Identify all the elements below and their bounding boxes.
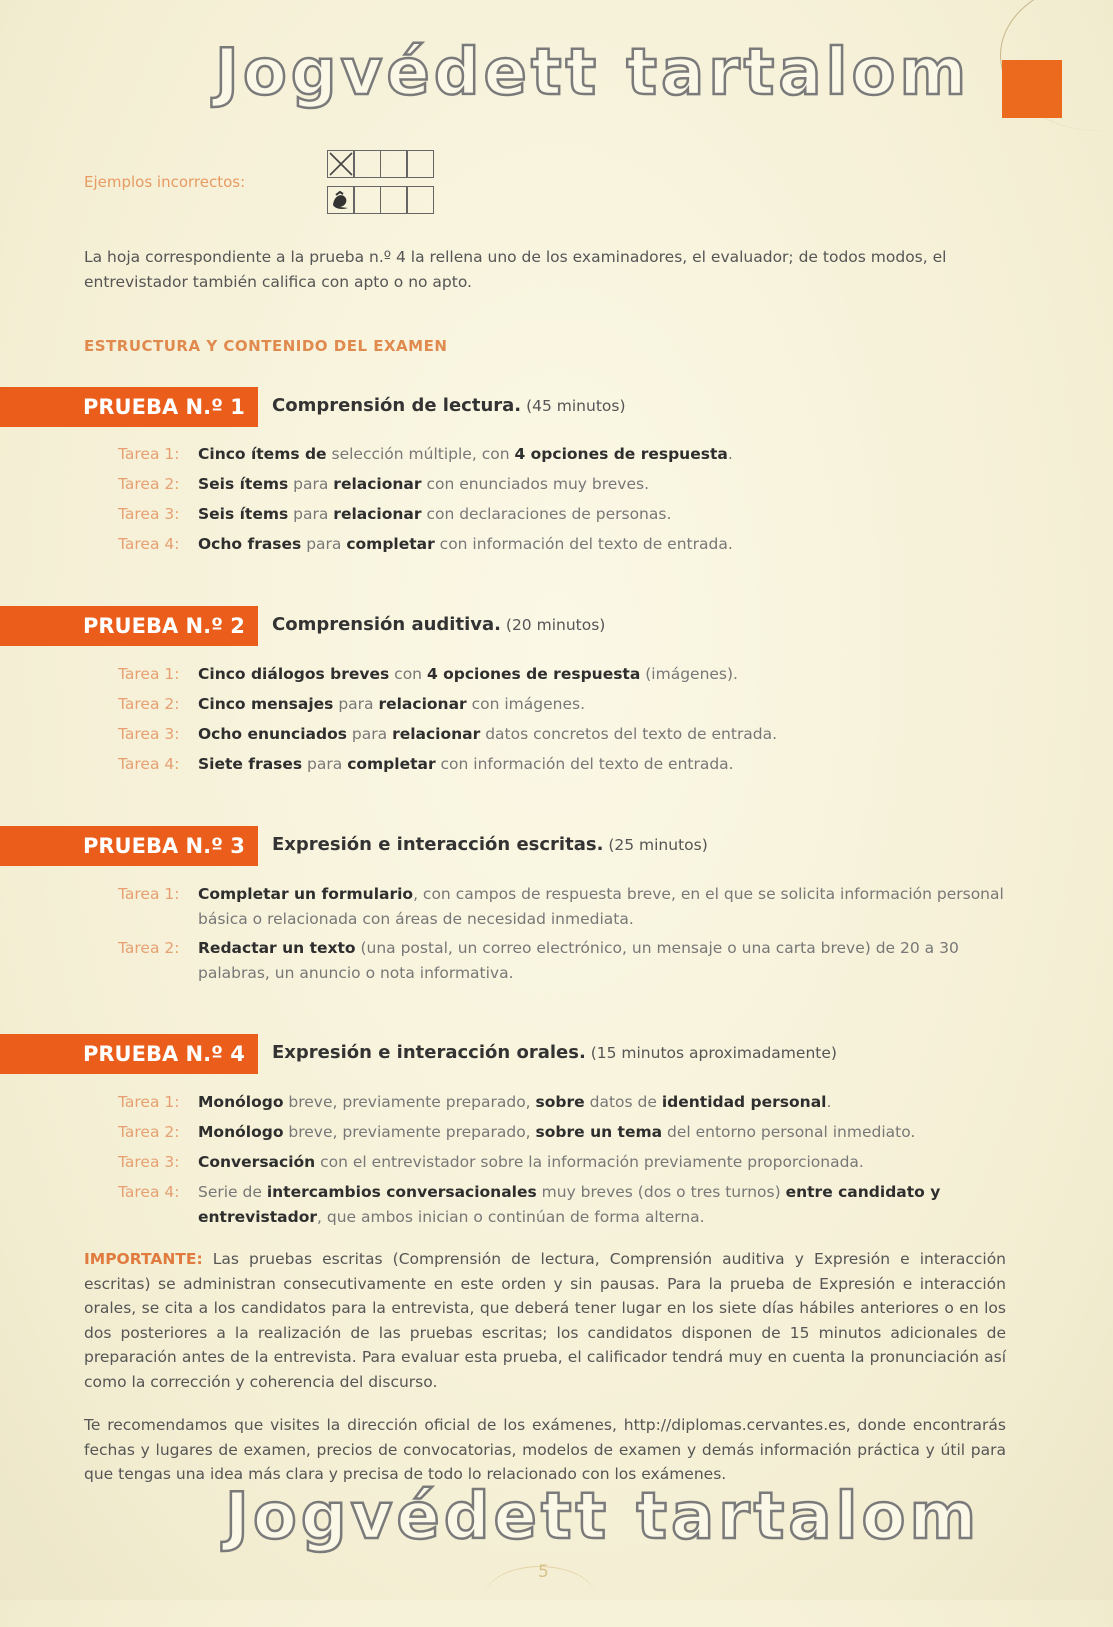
tarea-text: Conversación con el entrevistador sobre la información previamente proporcionada. [198,1153,864,1171]
tarea-label: Tarea 3: [118,725,180,743]
empty-cell [406,186,434,214]
empty-cell [406,150,434,178]
tarea-label: Tarea 4: [118,535,180,553]
tarea-label: Tarea 2: [118,939,180,957]
tarea-label: Tarea 1: [118,445,180,463]
prueba-band-4 [0,1034,258,1074]
cross-mark-icon [328,151,354,177]
empty-cell [380,186,408,214]
prueba-title-text: Comprensión auditiva. [272,614,501,635]
tarea-label: Tarea 1: [118,1093,180,1111]
incorrect-example-grid-scribble [328,186,434,214]
prueba-band-3 [0,826,258,866]
prueba-title-text: Expresión e interacción escritas. [272,834,604,855]
tarea-label: Tarea 1: [118,885,180,903]
tarea-text: Cinco mensajes para relacionar con imágenes. [198,695,585,713]
empty-cell [353,150,381,178]
scribble-mark-icon [328,187,354,213]
prueba-title-3 [272,834,708,855]
watermark-bottom: Jogvédett tartalom [225,1480,981,1554]
tarea-text: Ocho frases para completar con información del texto de entrada. [198,535,733,553]
tarea-item [118,1120,1008,1145]
prueba-title-text: Expresión e interacción orales. [272,1042,586,1063]
prueba-title-text: Comprensión de lectura. [272,395,522,416]
examples-label: Ejemplos incorrectos: [84,173,246,191]
prueba-title-2 [272,614,605,635]
tarea-label: Tarea 3: [118,505,180,523]
tarea-item [118,882,1008,932]
recommend-paragraph: Te recomendamos que visites la dirección oficial de los exámenes, http://diplomas.cervantes.es, donde encontrarás fechas y lugares de examen, precios de convocatorias, modelos de examen y demás información práctica y útil para que tengas una idea más clara y precisa de todo lo relacionado con los exámenes. [84,1416,1006,1483]
tarea-item [118,1150,1008,1175]
tarea-text: Monólogo breve, previamente preparado, sobre un tema del entorno personal inmediato. [198,1123,916,1141]
corner-orange-square [1002,60,1062,118]
prueba-duration: (20 minutos) [500,616,606,634]
tarea-text: Ocho enunciados para relacionar datos concretos del texto de entrada. [198,725,778,743]
tarea-text: Serie de intercambios conversacionales muy breves (dos o tres turnos) entre candidato y entrevistador, que ambos inician o continúan de forma alterna. [198,1183,941,1226]
watermark-top: Jogvédett tartalom [215,36,971,110]
tarea-text: Completar un formulario, con campos de respuesta breve, en el que se solicita información personal básica o relacionada con áreas de necesidad inmediata. [198,885,1004,928]
prueba-band-1 [0,387,258,427]
cross-mark-cell [327,150,355,178]
tarea-item [118,752,1008,777]
prueba-band-2 [0,606,258,646]
tarea-item [118,532,1008,557]
tarea-text: Seis ítems para relacionar con declaraciones de personas. [198,505,672,523]
tarea-item [118,442,1008,467]
tarea-item [118,936,1008,986]
prueba-duration: (45 minutos) [521,397,626,415]
page-number: 5 [538,1562,549,1582]
prueba-label: PRUEBA N.º 2 [83,614,245,638]
intro-paragraph: La hoja correspondiente a la prueba n.º 4 la rellena uno de los examinadores, el evaluador; de todos modos, el entrevistador también califica con apto o no apto. [84,248,947,291]
tarea-label: Tarea 1: [118,665,180,683]
tarea-item [118,472,1008,497]
prueba-label: PRUEBA N.º 4 [83,1042,245,1066]
tarea-label: Tarea 2: [118,1123,180,1141]
tarea-item [118,502,1008,527]
prueba-duration: (25 minutos) [603,836,708,854]
tarea-label: Tarea 4: [118,1183,180,1201]
scribble-mark-cell [327,186,355,214]
section-heading: ESTRUCTURA Y CONTENIDO DEL EXAMEN [84,337,448,355]
important-text: Las pruebas escritas (Comprensión de lectura, Comprensión auditiva y Expresión e interacción escritas) se administran consecutivamente en este orden y sin pausas. Para la prueba de Expresión e interacción orales, se cita a los candidatos para la entrevista, que deberá tener lugar en los siete días hábiles anteriores o en los dos posteriores a la realización de las pruebas escritas; los candidatos disponen de 15 minutos adicionales de preparación antes de la entrevista. Para evaluar esta prueba, el calificador tendrá muy en cuenta la pronunciación así como la corrección y coherencia del discurso. [84,1250,1006,1391]
tarea-text: Monólogo breve, previamente preparado, sobre datos de identidad personal. [198,1093,832,1111]
empty-cell [380,150,408,178]
tarea-item [118,722,1008,747]
tarea-text: Cinco diálogos breves con 4 opciones de respuesta (imágenes). [198,665,738,683]
tarea-item [118,1090,1008,1115]
prueba-label: PRUEBA N.º 3 [83,834,245,858]
prueba-title-1 [272,395,626,416]
incorrect-example-grid-cross [328,150,434,178]
tarea-label: Tarea 4: [118,755,180,773]
tarea-item [118,662,1008,687]
important-paragraph [84,1247,1006,1394]
tarea-text: Siete frases para completar con información del texto de entrada. [198,755,734,773]
tarea-text: Redactar un texto (una postal, un correo electrónico, un mensaje o una carta breve) de 20 a 30 palabras, un anuncio o nota informativa. [198,939,959,982]
important-label: IMPORTANTE: [84,1250,203,1268]
tarea-item [118,692,1008,717]
prueba-label: PRUEBA N.º 1 [83,395,245,419]
prueba-title-4 [272,1042,837,1063]
empty-cell [353,186,381,214]
tarea-label: Tarea 2: [118,475,180,493]
tarea-text: Seis ítems para relacionar con enunciados muy breves. [198,475,649,493]
tarea-label: Tarea 2: [118,695,180,713]
tarea-text: Cinco ítems de selección múltiple, con 4 opciones de respuesta. [198,445,733,463]
tarea-label: Tarea 3: [118,1153,180,1171]
prueba-duration: (15 minutos aproximadamente) [585,1044,837,1062]
tarea-item [118,1180,1008,1230]
